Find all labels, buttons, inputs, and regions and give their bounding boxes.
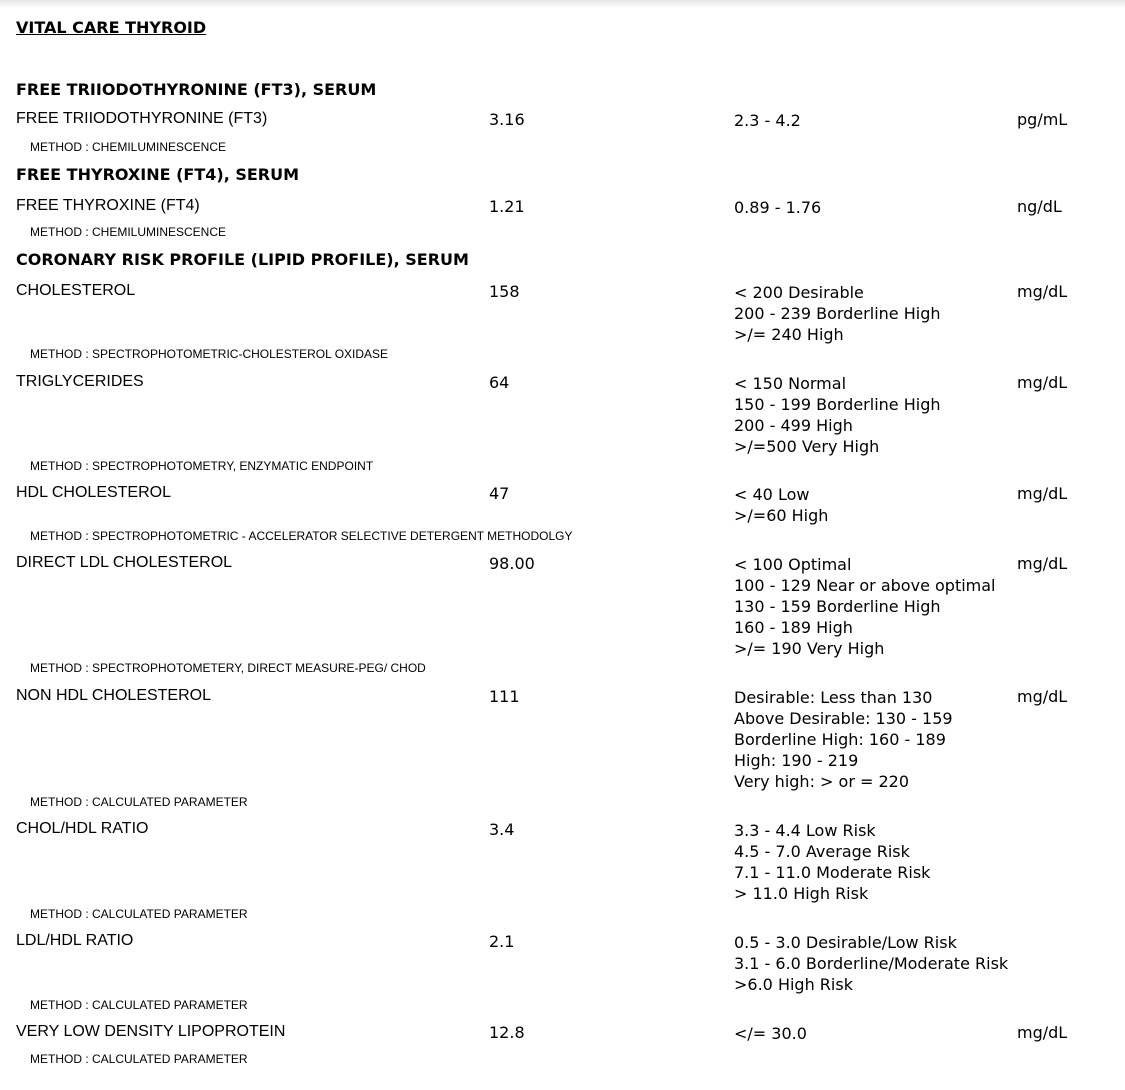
reference-range-line: >/= 240 High <box>734 325 844 344</box>
test-value: 111 <box>489 687 520 706</box>
reference-range-line: 160 - 189 High <box>734 618 853 637</box>
test-unit: mg/dL <box>1017 282 1068 301</box>
reference-range-line: Desirable: Less than 130 <box>734 688 933 707</box>
reference-range <box>734 820 930 904</box>
reference-range <box>734 110 801 131</box>
test-method: METHOD : SPECTROPHOTOMETERY, DIRECT MEASURE-PEG/ CHOD <box>30 661 426 675</box>
test-value: 3.16 <box>489 110 525 129</box>
test-name: NON HDL CHOLESTEROL <box>16 687 211 704</box>
test-method: METHOD : CHEMILUMINESCENCE <box>30 225 227 239</box>
test-value: 2.1 <box>489 932 515 951</box>
test-method: METHOD : CHEMILUMINESCENCE <box>30 140 227 154</box>
reference-range-line: 100 - 129 Near or above optimal <box>734 576 996 595</box>
test-unit: pg/mL <box>1017 110 1068 129</box>
test-name: FREE THYROXINE (FT4) <box>16 197 200 214</box>
test-value: 1.21 <box>489 197 525 216</box>
reference-range-line: >/=60 High <box>734 506 829 525</box>
reference-range <box>734 282 940 345</box>
report-title: VITAL CARE THYROID <box>16 18 207 37</box>
reference-range-line: High: 190 - 219 <box>734 751 859 770</box>
test-value: 64 <box>489 373 510 392</box>
reference-range-line: >/=500 Very High <box>734 437 880 456</box>
test-name: LDL/HDL RATIO <box>16 932 134 949</box>
reference-range-line: 200 - 499 High <box>734 416 853 435</box>
reference-range-line: 3.3 - 4.4 Low Risk <box>734 821 876 840</box>
test-name: CHOLESTEROL <box>16 282 136 299</box>
reference-range <box>734 484 828 526</box>
test-unit: ng/dL <box>1017 197 1062 216</box>
test-unit: mg/dL <box>1017 373 1068 392</box>
reference-range-line: 130 - 159 Borderline High <box>734 597 941 616</box>
reference-range <box>734 1023 807 1044</box>
test-name: FREE TRIIODOTHYRONINE (FT3) <box>16 110 268 127</box>
reference-range-line: < 100 Optimal <box>734 555 852 574</box>
reference-range-line: 3.1 - 6.0 Borderline/Moderate Risk <box>734 954 1009 973</box>
reference-range <box>734 932 1008 995</box>
reference-range <box>734 373 940 457</box>
reference-range-line: < 150 Normal <box>734 374 847 393</box>
reference-range-line: Above Desirable: 130 - 159 <box>734 709 953 728</box>
reference-range-line: 0.89 - 1.76 <box>734 198 822 217</box>
test-name: DIRECT LDL CHOLESTEROL <box>16 554 233 571</box>
reference-range-line: Borderline High: 160 - 189 <box>734 730 946 749</box>
test-unit: mg/dL <box>1017 554 1068 573</box>
reference-range-line: Very high: > or = 220 <box>734 772 910 791</box>
test-name: CHOL/HDL RATIO <box>16 820 149 837</box>
test-name: HDL CHOLESTEROL <box>16 484 171 501</box>
test-value: 12.8 <box>489 1023 525 1042</box>
section-title: FREE TRIIODOTHYRONINE (FT3), SERUM <box>16 80 377 99</box>
test-method: METHOD : SPECTROPHOTOMETRIC - ACCELERATOR SELECTIVE DETERGENT METHODOLGY <box>30 529 573 543</box>
reference-range-line: < 200 Desirable <box>734 283 864 302</box>
reference-range-line: > 11.0 High Risk <box>734 884 869 903</box>
reference-range-line: 2.3 - 4.2 <box>734 111 801 130</box>
page-top-shadow <box>0 0 1125 8</box>
reference-range-line: < 40 Low <box>734 485 810 504</box>
reference-range <box>734 554 996 659</box>
test-method: METHOD : CALCULATED PARAMETER <box>30 795 248 809</box>
test-name: VERY LOW DENSITY LIPOPROTEIN <box>16 1023 286 1040</box>
test-method: METHOD : SPECTROPHOTOMETRIC-CHOLESTEROL OXIDASE <box>30 347 389 361</box>
reference-range-line: 0.5 - 3.0 Desirable/Low Risk <box>734 933 957 952</box>
reference-range-line: 4.5 - 7.0 Average Risk <box>734 842 910 861</box>
reference-range-line: >6.0 High Risk <box>734 975 853 994</box>
test-method: METHOD : CALCULATED PARAMETER <box>30 1052 248 1066</box>
section-title: FREE THYROXINE (FT4), SERUM <box>16 165 300 184</box>
reference-range-line: 200 - 239 Borderline High <box>734 304 941 323</box>
reference-range-line: </= 30.0 <box>734 1024 807 1043</box>
test-unit: mg/dL <box>1017 1023 1068 1042</box>
reference-range-line: 150 - 199 Borderline High <box>734 395 941 414</box>
test-value: 158 <box>489 282 520 301</box>
test-unit: mg/dL <box>1017 484 1068 503</box>
section-title: CORONARY RISK PROFILE (LIPID PROFILE), SERUM <box>16 250 469 269</box>
test-method: METHOD : CALCULATED PARAMETER <box>30 907 248 921</box>
test-unit: mg/dL <box>1017 687 1068 706</box>
test-name: TRIGLYCERIDES <box>16 373 144 390</box>
test-method: METHOD : CALCULATED PARAMETER <box>30 998 248 1012</box>
test-method: METHOD : SPECTROPHOTOMETRY, ENZYMATIC ENDPOINT <box>30 459 374 473</box>
test-value: 98.00 <box>489 554 535 573</box>
reference-range-line: 7.1 - 11.0 Moderate Risk <box>734 863 931 882</box>
reference-range <box>734 197 821 218</box>
test-value: 47 <box>489 484 510 503</box>
reference-range <box>734 687 953 792</box>
test-value: 3.4 <box>489 820 515 839</box>
reference-range-line: >/= 190 Very High <box>734 639 885 658</box>
